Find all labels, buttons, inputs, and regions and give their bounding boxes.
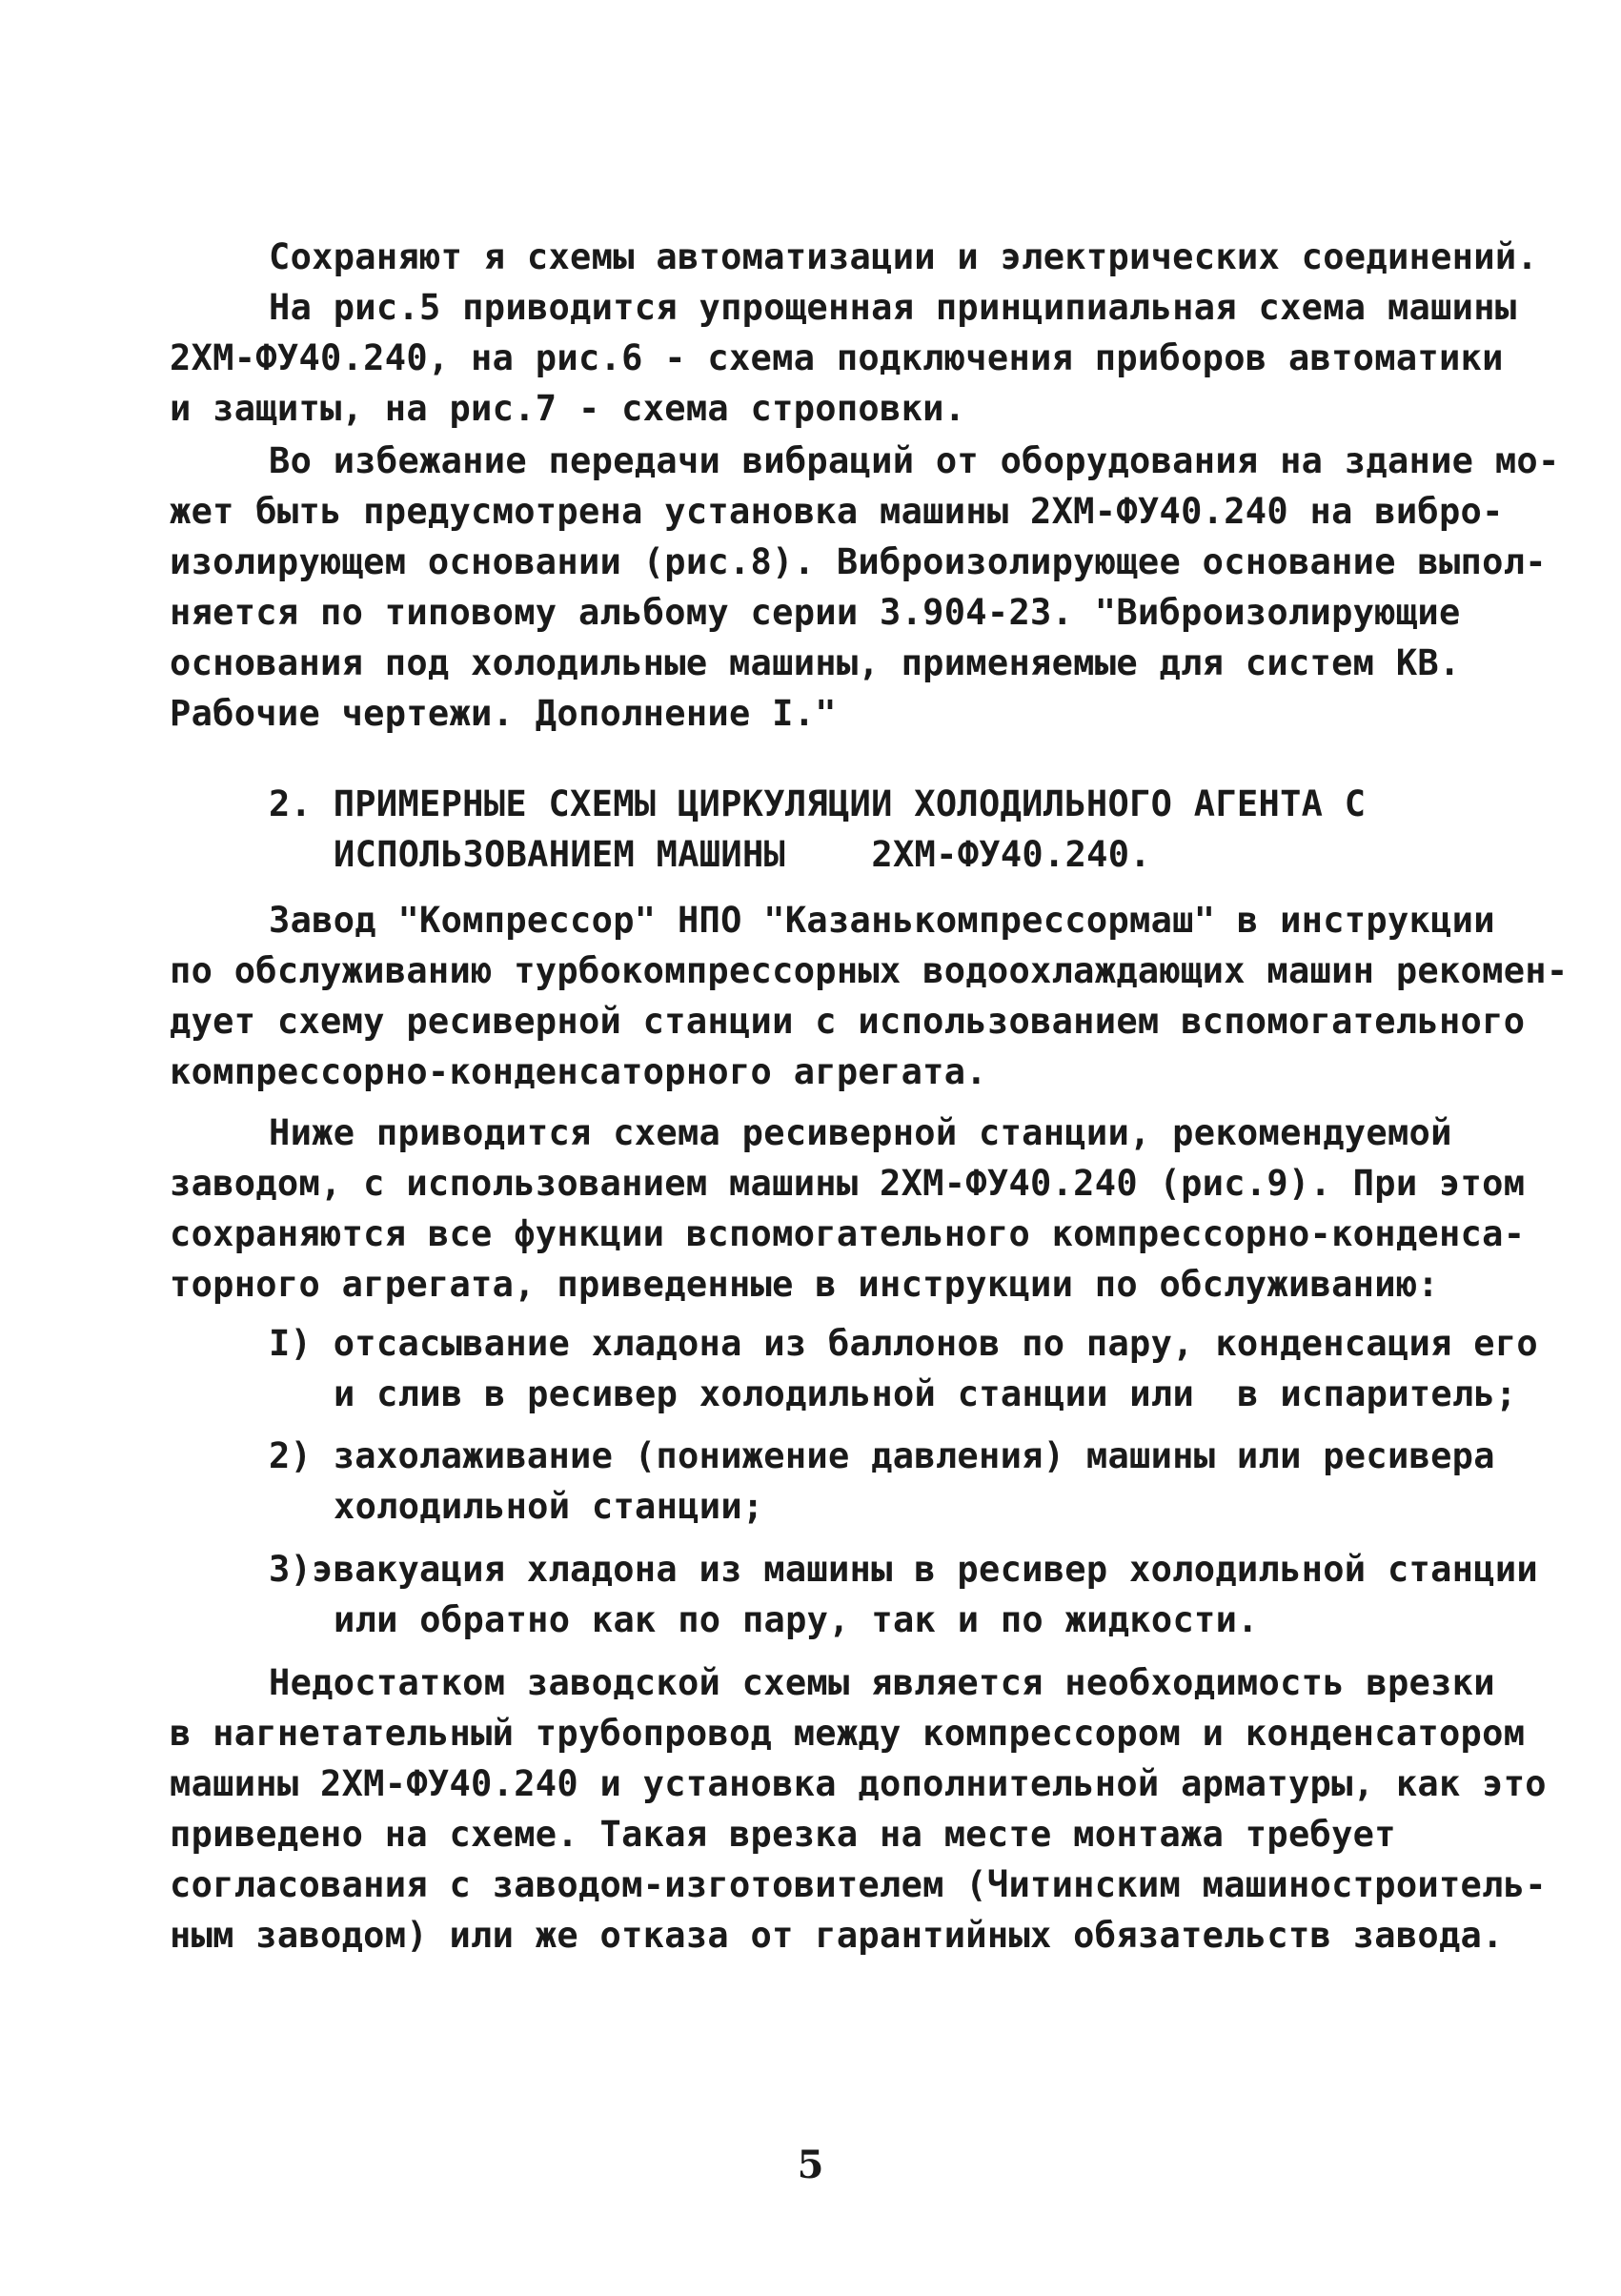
- p5-line-3: машины 2ХМ-ФУ40.240 и установка дополнительной арматуры, как это: [170, 1763, 1547, 1804]
- p3-line-4: компрессорно-конденсаторного агрегата.: [170, 1051, 987, 1092]
- p3-line-2: по обслуживанию турбокомпрессорных водоохлаждающих машин рекомен-: [170, 950, 1569, 991]
- p5-line-6: ным заводом) или же отказа от гарантийных обязательств завода.: [170, 1915, 1504, 1956]
- p4-line-1: Ниже приводится схема ресиверной станции, рекомендуемой: [269, 1112, 1452, 1153]
- p5-line-2: в нагнетательный трубопровод между компрессором и конденсатором: [170, 1713, 1526, 1754]
- list-item-1-line-1: I) отсасывание хладона из баллонов по пару, конденсация его: [269, 1323, 1538, 1364]
- p5-line-4: приведено на схеме. Такая врезка на месте монтажа требует: [170, 1814, 1396, 1855]
- list-item-2-line-2: холодильной станции;: [334, 1486, 764, 1527]
- p4-line-2: заводом, с использованием машины 2ХМ-ФУ40.240 (рис.9). При этом: [170, 1163, 1526, 1204]
- p3-line-1: Завод "Компрессор" НПО "Казанькомпрессормаш" в инструкции: [269, 900, 1495, 941]
- p5-line-5: согласования с заводом-изготовителем (Читинским машиностроитель-: [170, 1864, 1547, 1905]
- section-heading-line-1: 2. ПРИМЕРНЫЕ СХЕМЫ ЦИРКУЛЯЦИИ ХОЛОДИЛЬНОГО АГЕНТА С: [269, 783, 1367, 824]
- p2-line-1: Во избежание передачи вибраций от оборудования на здание мо-: [269, 440, 1560, 481]
- p1-line-2: На рис.5 приводится упрощенная принципиальная схема машины: [269, 287, 1517, 328]
- p1-line-1: Сохраняют я схемы автоматизации и электрических соединений.: [269, 236, 1538, 277]
- p5-line-1: Недостатком заводской схемы является необходимость врезки: [269, 1662, 1495, 1703]
- p2-line-5: основания под холодильные машины, применяемые для систем КВ.: [170, 642, 1461, 683]
- list-item-2-line-1: 2) захолаживание (понижение давления) машины или ресивера: [269, 1435, 1495, 1476]
- p2-line-2: жет быть предусмотрена установка машины 2ХМ-ФУ40.240 на вибро-: [170, 491, 1504, 532]
- p3-line-3: дует схему ресиверной станции с использованием вспомогательного: [170, 1001, 1526, 1042]
- list-item-1-line-2: и слив в ресивер холодильной станции или в испаритель;: [334, 1373, 1517, 1414]
- section-heading-line-2: ИСПОЛЬЗОВАНИЕМ МАШИНЫ 2ХМ-ФУ40.240.: [334, 834, 1151, 875]
- p1-line-3: 2ХМ-ФУ40.240, на рис.6 - схема подключения приборов автоматики: [170, 337, 1504, 378]
- page-number: 5: [797, 2143, 824, 2187]
- list-item-3-line-2: или обратно как по пару, так и по жидкости.: [334, 1599, 1259, 1640]
- p2-line-3: изолирующем основании (рис.8). Виброизолирующее основание выпол-: [170, 541, 1547, 582]
- p1-line-4: и защиты, на рис.7 - схема строповки.: [170, 388, 966, 429]
- p4-line-4: торного агрегата, приведенные в инструкции по обслуживанию:: [170, 1264, 1439, 1305]
- p4-line-3: сохраняются все функции вспомогательного компрессорно-конденса-: [170, 1213, 1526, 1254]
- list-item-3-line-1: 3)эвакуация хладона из машины в ресивер холодильной станции: [269, 1549, 1538, 1590]
- p2-line-6: Рабочие чертежи. Дополнение I.": [170, 693, 837, 734]
- p2-line-4: няется по типовому альбому серии 3.904-23. "Виброизолирующие: [170, 592, 1461, 633]
